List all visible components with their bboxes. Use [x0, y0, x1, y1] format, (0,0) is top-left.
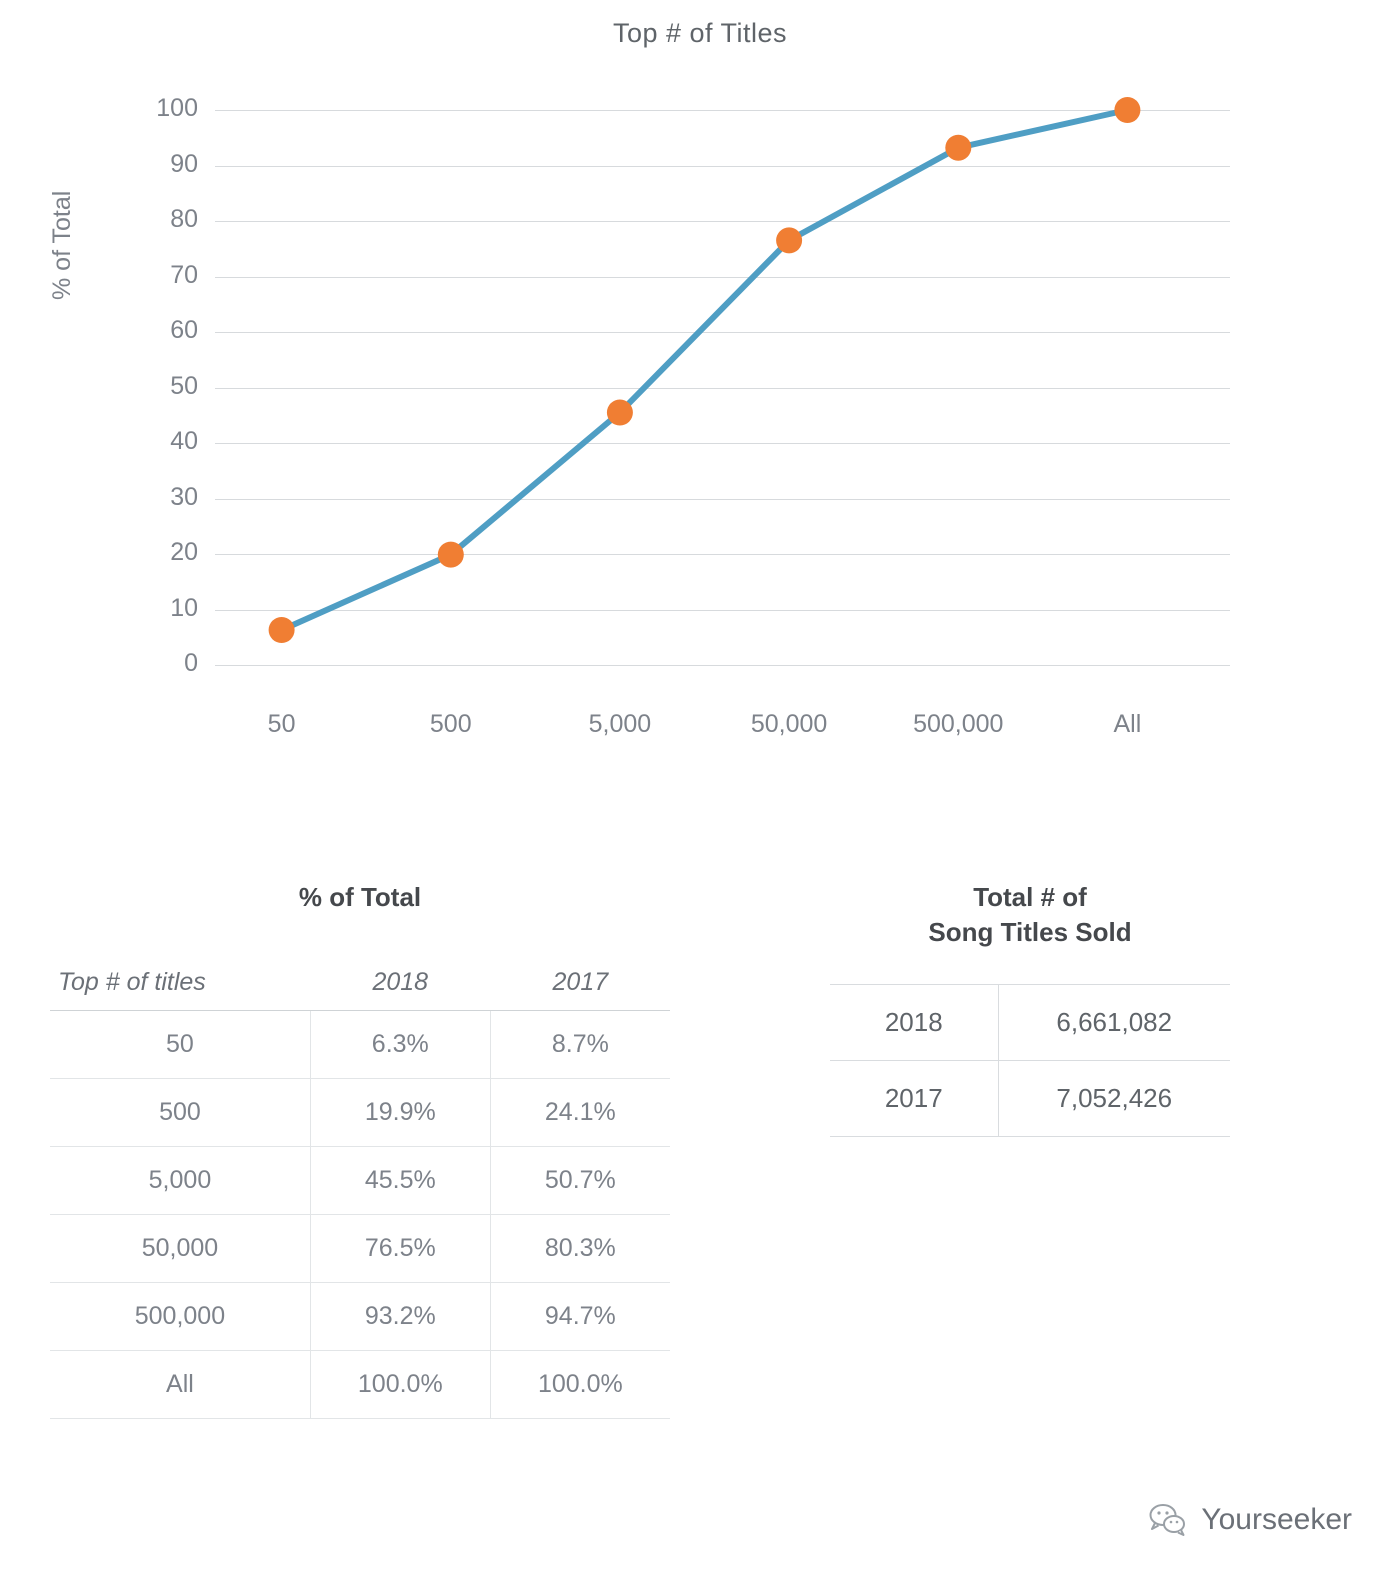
chart-title: Top # of Titles — [612, 18, 788, 48]
cell-titles: 500 — [159, 1098, 201, 1127]
cell-titles: All — [166, 1370, 194, 1399]
percent-of-total-table-block — [50, 880, 670, 1419]
total-table-heading-line1: Total # of — [973, 882, 1087, 912]
table-row — [50, 1215, 670, 1283]
column-header-titles: Top # of titles — [50, 949, 310, 1011]
x-tick-label: 500,000 — [913, 710, 1004, 738]
x-tick-label: 50 — [267, 710, 296, 738]
data-point-marker — [945, 135, 971, 161]
cell-2018: 76.5% — [310, 1215, 490, 1283]
y-tick-label: 60 — [170, 316, 198, 344]
x-tick-label: All — [1113, 710, 1142, 738]
cell-2017: 100.0% — [490, 1351, 670, 1419]
cell-year: 2018 — [830, 985, 998, 1061]
cell-2017: 50.7% — [490, 1147, 670, 1215]
table-row — [830, 985, 1230, 1061]
cell-2017: 94.7% — [490, 1283, 670, 1351]
cell-titles: 500,000 — [134, 1302, 226, 1331]
data-point-marker — [438, 542, 464, 568]
cell-titles: 5,000 — [148, 1166, 212, 1195]
total-titles-table — [830, 984, 1230, 1137]
cell-total-titles: 7,052,426 — [998, 1061, 1230, 1137]
data-point-marker — [269, 617, 295, 643]
table-row — [50, 1351, 670, 1419]
cell-2018: 45.5% — [310, 1147, 490, 1215]
y-tick-label: 70 — [170, 260, 198, 289]
table-row — [50, 1079, 670, 1147]
wechat-icon — [1147, 1500, 1187, 1540]
total-table-heading — [830, 880, 1230, 950]
y-tick-label: 80 — [170, 205, 198, 233]
cell-total-titles: 6,661,082 — [998, 985, 1230, 1061]
tables-section — [0, 880, 1400, 1580]
y-tick-label: 20 — [170, 538, 198, 566]
cell-2018: 19.9% — [310, 1079, 490, 1147]
column-header-2017: 2017 — [490, 949, 670, 1011]
cell-2017: 80.3% — [490, 1215, 670, 1283]
y-tick-label: 50 — [170, 371, 198, 400]
table-row — [50, 1283, 670, 1351]
data-point-marker — [1114, 97, 1140, 123]
watermark — [1147, 1500, 1352, 1540]
y-tick-label: 0 — [184, 649, 198, 677]
cell-2017: 24.1% — [490, 1079, 670, 1147]
data-point-marker — [776, 227, 802, 253]
y-tick-label: 90 — [170, 149, 198, 178]
cell-titles: 50 — [166, 1030, 194, 1059]
line-series-2018 — [215, 110, 1230, 665]
percent-of-total-table — [50, 949, 670, 1419]
gridline — [215, 665, 1230, 666]
percent-table-heading: % of Total — [298, 882, 422, 912]
y-tick-label: 40 — [170, 427, 198, 455]
cell-2018: 93.2% — [310, 1283, 490, 1351]
cell-2017: 8.7% — [490, 1011, 670, 1079]
total-table-heading-line2: Song Titles Sold — [928, 917, 1132, 948]
total-titles-table-block — [830, 880, 1230, 1137]
table-row — [830, 1061, 1230, 1137]
table-row — [50, 1011, 670, 1079]
cell-2018: 100.0% — [310, 1351, 490, 1419]
y-tick-label: 100 — [156, 94, 198, 122]
y-tick-label: 10 — [170, 593, 198, 622]
plot-area — [156, 94, 1230, 738]
y-axis-label: % of Total — [48, 190, 76, 300]
x-tick-label: 500 — [429, 710, 472, 738]
cell-titles: 50,000 — [141, 1234, 219, 1263]
table-header-row — [50, 949, 670, 1011]
cell-year: 2017 — [830, 1061, 998, 1137]
y-tick-label: 30 — [170, 482, 198, 511]
watermark-label: Yourseeker — [1201, 1503, 1352, 1536]
cell-2018: 6.3% — [310, 1011, 490, 1079]
data-point-marker — [607, 400, 633, 426]
table-row — [50, 1147, 670, 1215]
x-tick-label: 5,000 — [588, 710, 652, 738]
column-header-2018: 2018 — [310, 949, 490, 1011]
x-tick-label: 50,000 — [750, 710, 828, 738]
